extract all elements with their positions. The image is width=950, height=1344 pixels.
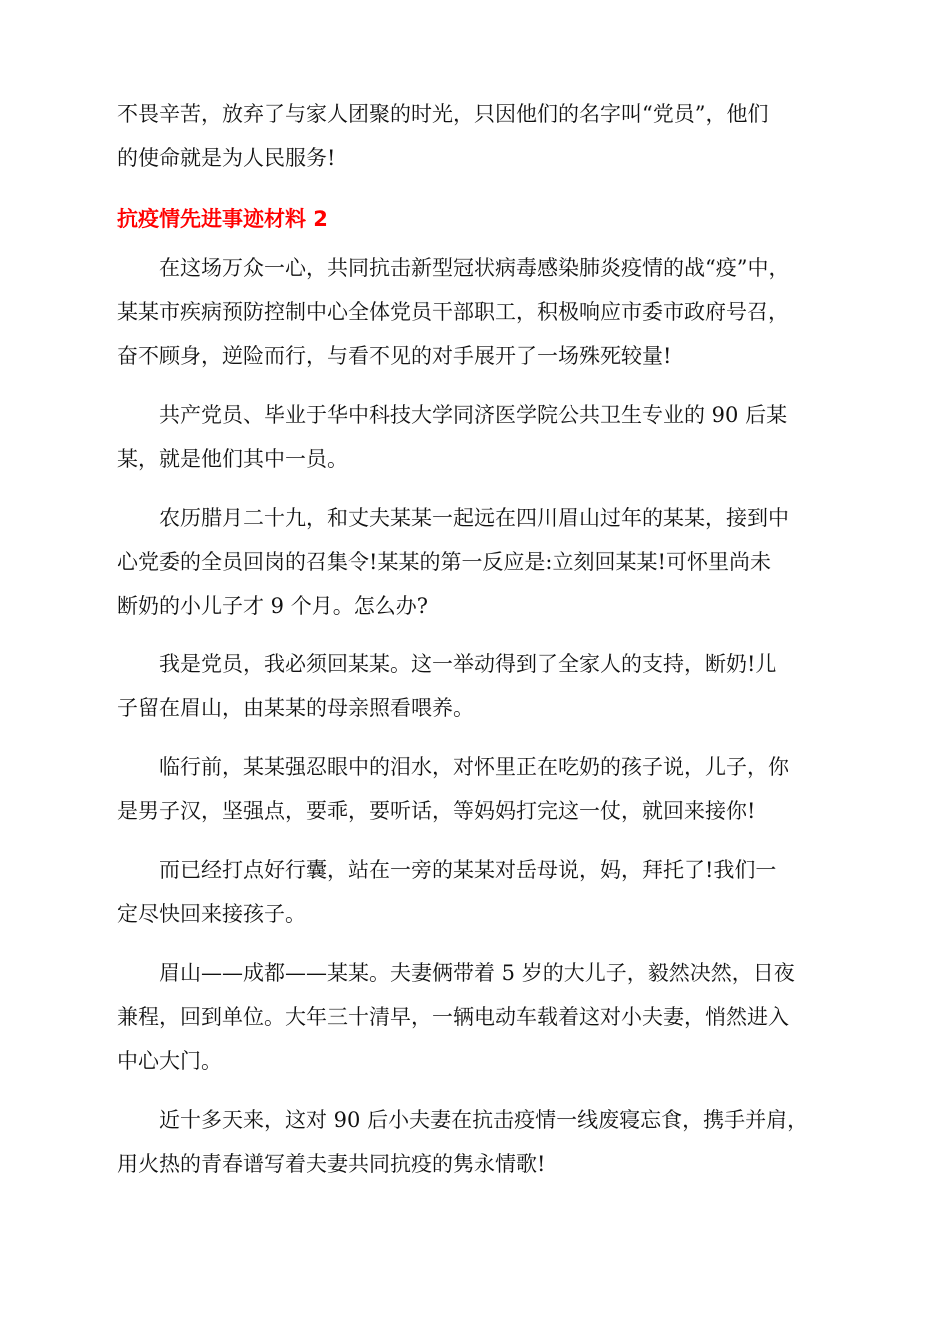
paragraph-line: 断奶的小儿子才 9 个月。怎么办? <box>117 594 428 618</box>
paragraph-intro <box>117 92 857 180</box>
paragraph-line: 不畏辛苦，放弃了与家人团聚的时光，只因他们的名字叫“党员”，他们 <box>117 102 769 126</box>
paragraph-line: 临行前，某某强忍眼中的泪水，对怀里正在吃奶的孩子说，儿子，你 <box>117 755 789 779</box>
paragraph <box>117 496 857 628</box>
paragraph-line: 子留在眉山，由某某的母亲照看喂养。 <box>117 696 474 720</box>
paragraph-line: 在这场万众一心，共同抗击新型冠状病毒感染肺炎疫情的战“疫”中， <box>117 256 790 280</box>
paragraph <box>117 393 857 481</box>
paragraph <box>117 848 857 936</box>
paragraph-line: 的使命就是为人民服务! <box>117 146 336 170</box>
paragraph-line: 眉山——成都——某某。夫妻俩带着 5 岁的大儿子，毅然决然，日夜 <box>117 961 795 985</box>
paragraph-line: 共产党员、毕业于华中科技大学同济医学院公共卫生专业的 90 后某 <box>117 403 788 427</box>
paragraph <box>117 1098 857 1186</box>
paragraph-line: 奋不顾身，逆险而行，与看不见的对手展开了一场殊死较量! <box>117 344 672 368</box>
paragraph <box>117 951 857 1083</box>
paragraph <box>117 246 857 378</box>
section-heading: 抗疫情先进事迹材料 2 <box>117 207 328 231</box>
paragraph-line: 定尽快回来接孩子。 <box>117 902 306 926</box>
paragraph-line: 是男子汉，坚强点，要乖，要听话，等妈妈打完这一仗，就回来接你! <box>117 799 756 823</box>
paragraph-line: 近十多天来，这对 90 后小夫妻在抗击疫情一线废寝忘食，携手并肩， <box>117 1108 809 1132</box>
paragraph-line: 用火热的青春谱写着夫妻共同抗疫的隽永情歌! <box>117 1152 546 1176</box>
paragraph-line: 中心大门。 <box>117 1049 222 1073</box>
paragraph <box>117 745 857 833</box>
paragraph-line: 而已经打点好行囊，站在一旁的某某对岳母说，妈，拜托了!我们一 <box>117 858 777 882</box>
paragraph-line: 某，就是他们其中一员。 <box>117 447 348 471</box>
paragraph-line: 心党委的全员回岗的召集令!某某的第一反应是:立刻回某某!可怀里尚未 <box>117 550 771 574</box>
paragraph-line: 农历腊月二十九，和丈夫某某一起远在四川眉山过年的某某，接到中 <box>117 506 789 530</box>
paragraph-line: 我是党员，我必须回某某。这一举动得到了全家人的支持，断奶!儿 <box>117 652 777 676</box>
paragraph-line: 某某市疾病预防控制中心全体党员干部职工，积极响应市委市政府号召， <box>117 300 789 324</box>
paragraph <box>117 642 857 730</box>
paragraph-line: 兼程，回到单位。大年三十清早，一辆电动车载着这对小夫妻，悄然进入 <box>117 1005 789 1029</box>
